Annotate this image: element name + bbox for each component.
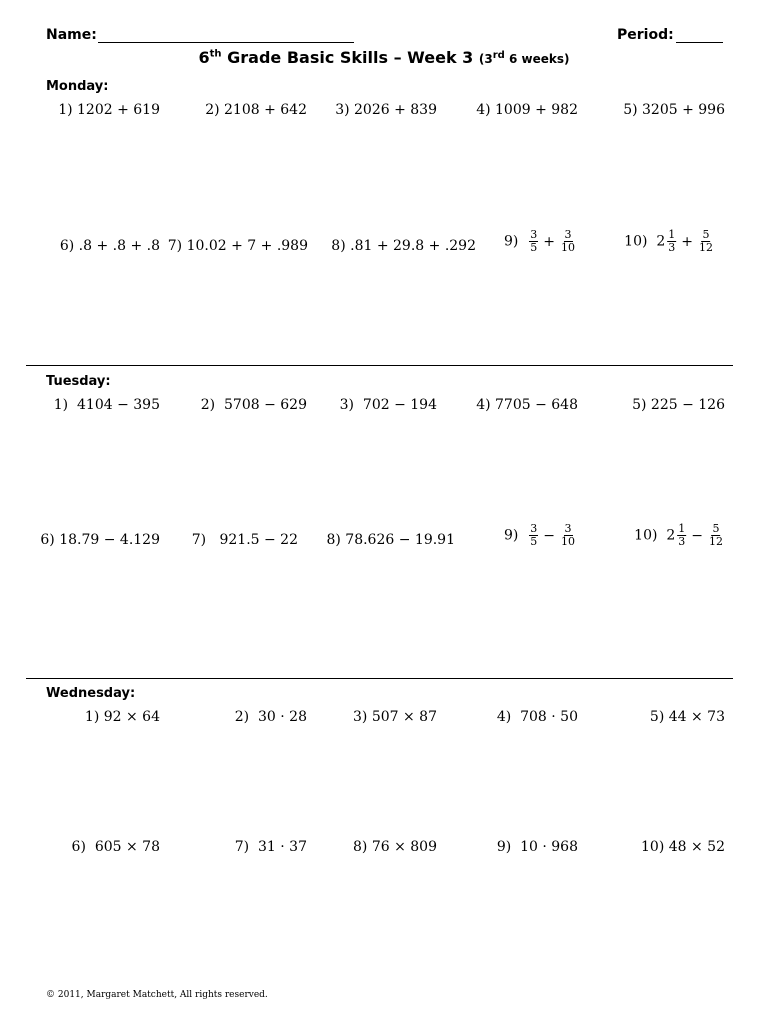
tuesday-problem-8: 8) 78.626 − 19.91 <box>326 532 455 548</box>
tuesday-problem-2: 2) 5708 − 629 <box>200 397 307 413</box>
wednesday-problem-8: 8) 76 × 809 <box>353 839 437 855</box>
copyright-footer: © 2011, Margaret Matchett, All rights reserved. <box>46 990 268 1000</box>
tuesday-problem-5: 5) 225 − 126 <box>632 397 725 413</box>
monday-problem-4: 4) 1009 + 982 <box>476 102 578 118</box>
wednesday-problem-3: 3) 507 × 87 <box>353 709 437 725</box>
tuesday-problem-4: 4) 7705 − 648 <box>476 397 578 413</box>
monday-problem-6: 6) .8 + .8 + .8 <box>59 238 160 254</box>
tuesday-problem-6: 6) 18.79 − 4.129 <box>40 532 160 548</box>
tuesday-label: Tuesday: <box>46 374 111 389</box>
monday-problem-7: 7) 10.02 + 7 + .989 <box>167 238 308 254</box>
tuesday-problem-7: 7) 921.5 − 22 <box>191 532 298 548</box>
monday-label: Monday: <box>46 79 109 94</box>
tuesday-problem-3: 3) 702 − 194 <box>339 397 437 413</box>
wednesday-problem-6: 6) 605 × 78 <box>71 839 160 855</box>
tuesday-problem-1: 1) 4104 − 395 <box>53 397 160 413</box>
name-label: Name: <box>46 27 97 43</box>
tuesday-problem-9: 9) $\frac{3}{5}$ − $\frac{3}{10}$ <box>503 522 575 548</box>
wednesday-problem-10: 10) 48 × 52 <box>641 839 725 855</box>
page-title: 6th Grade Basic Skills – Week 3 (3rd 6 weeks) <box>198 48 570 67</box>
tuesday-divider <box>26 678 733 679</box>
monday-problem-2: 2) 2108 + 642 <box>205 102 307 118</box>
monday-problem-3: 3) 2026 + 839 <box>335 102 437 118</box>
monday-problem-8: 8) .81 + 29.8 + .292 <box>331 238 476 254</box>
name-blank[interactable] <box>98 28 354 43</box>
wednesday-problem-7: 7) 31 · 37 <box>234 839 307 855</box>
wednesday-label: Wednesday: <box>46 686 136 701</box>
wednesday-problem-1: 1) 92 × 64 <box>84 709 160 725</box>
period-label: Period: <box>617 27 674 43</box>
tuesday-problem-10: 10) 2 $\frac{1}{3}$ − $\frac{5}{12}$ <box>634 522 723 548</box>
monday-problem-1: 1) 1202 + 619 <box>58 102 160 118</box>
monday-problem-9: 9) $\frac{3}{5}$ + $\frac{3}{10}$ <box>503 228 575 254</box>
monday-divider <box>26 365 733 366</box>
wednesday-problem-4: 4) 708 · 50 <box>496 709 578 725</box>
monday-problem-5: 5) 3205 + 996 <box>623 102 725 118</box>
period-blank[interactable] <box>676 28 723 43</box>
monday-problem-10: 10) 2 $\frac{1}{3}$ + $\frac{5}{12}$ <box>624 228 713 254</box>
wednesday-problem-9: 9) 10 · 968 <box>496 839 578 855</box>
wednesday-problem-5: 5) 44 × 73 <box>649 709 725 725</box>
wednesday-problem-2: 2) 30 · 28 <box>234 709 307 725</box>
